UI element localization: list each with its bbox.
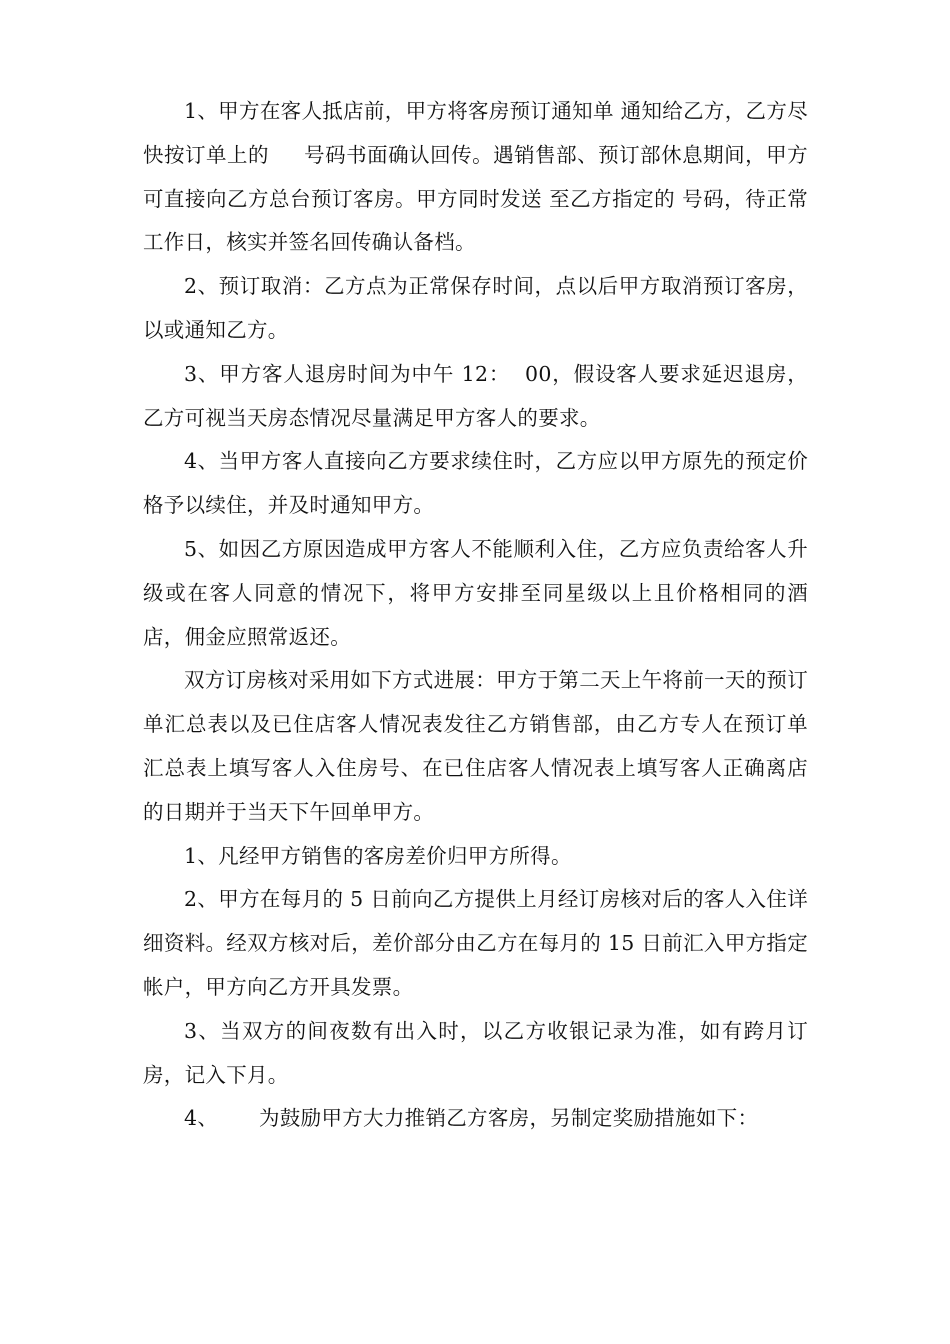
paragraph-reservation-notice: 1、甲方在客人抵店前，甲方将客房预订通知单 通知给乙方，乙方尽快按订单上的 号码书面确认回传。遇销售部、预订部休息期间，甲方可直接向乙方总台预订客房。甲方同时发送 至乙方指定的 号码，待正常工作日，核实并签名回传确认备档。 (143, 99, 808, 255)
paragraph-extend-stay: 4、当甲方客人直接向乙方要求续住时，乙方应以甲方原先的预定价格予以续住，并及时通知甲方。 (143, 449, 808, 518)
paragraph-booking-reconciliation: 双方订房核对采用如下方式进展：甲方于第二天上午将前一天的预订单汇总表以及已住店客人情况表发往乙方销售部，由乙方专人在预订单汇总表上填写客人入住房号、在已住店客人情况表上填写客人正确离店的日期并于当天下午回单甲方。 (143, 668, 808, 824)
paragraph-price-difference: 1、凡经甲方销售的客房差价归甲方所得。 (184, 843, 572, 868)
paragraph-check-in-failure: 5、如因乙方原因造成甲方客人不能顺利入住，乙方应负责给客人升级或在客人同意的情况下，将甲方安排至同星级以上且价格相同的酒店，佣金应照常返还。 (143, 536, 808, 649)
paragraph-incentive-measures: 4、 为鼓励甲方大力推销乙方客房，另制定奖励措施如下： (184, 1106, 759, 1131)
paragraph-night-count-discrepancy: 3、当双方的间夜数有出入时，以乙方收银记录为准，如有跨月订房，记入下月。 (143, 1018, 808, 1087)
document-body (143, 90, 808, 1141)
paragraph-monthly-settlement: 2、甲方在每月的 5 日前向乙方提供上月经订房核对后的客人入住详细资料。经双方核对后，差价部分由乙方在每月的 15 日前汇入甲方指定帐户，甲方向乙方开具发票。 (143, 887, 808, 999)
paragraph-checkout-time: 3、甲方客人退房时间为中午 12： 00，假设客人要求延迟退房，乙方可视当天房态情况尽量满足甲方客人的要求。 (143, 361, 808, 430)
paragraph-reservation-cancel: 2、预订取消：乙方点为正常保存时间，点以后甲方取消预订客房，以或通知乙方。 (143, 274, 808, 342)
